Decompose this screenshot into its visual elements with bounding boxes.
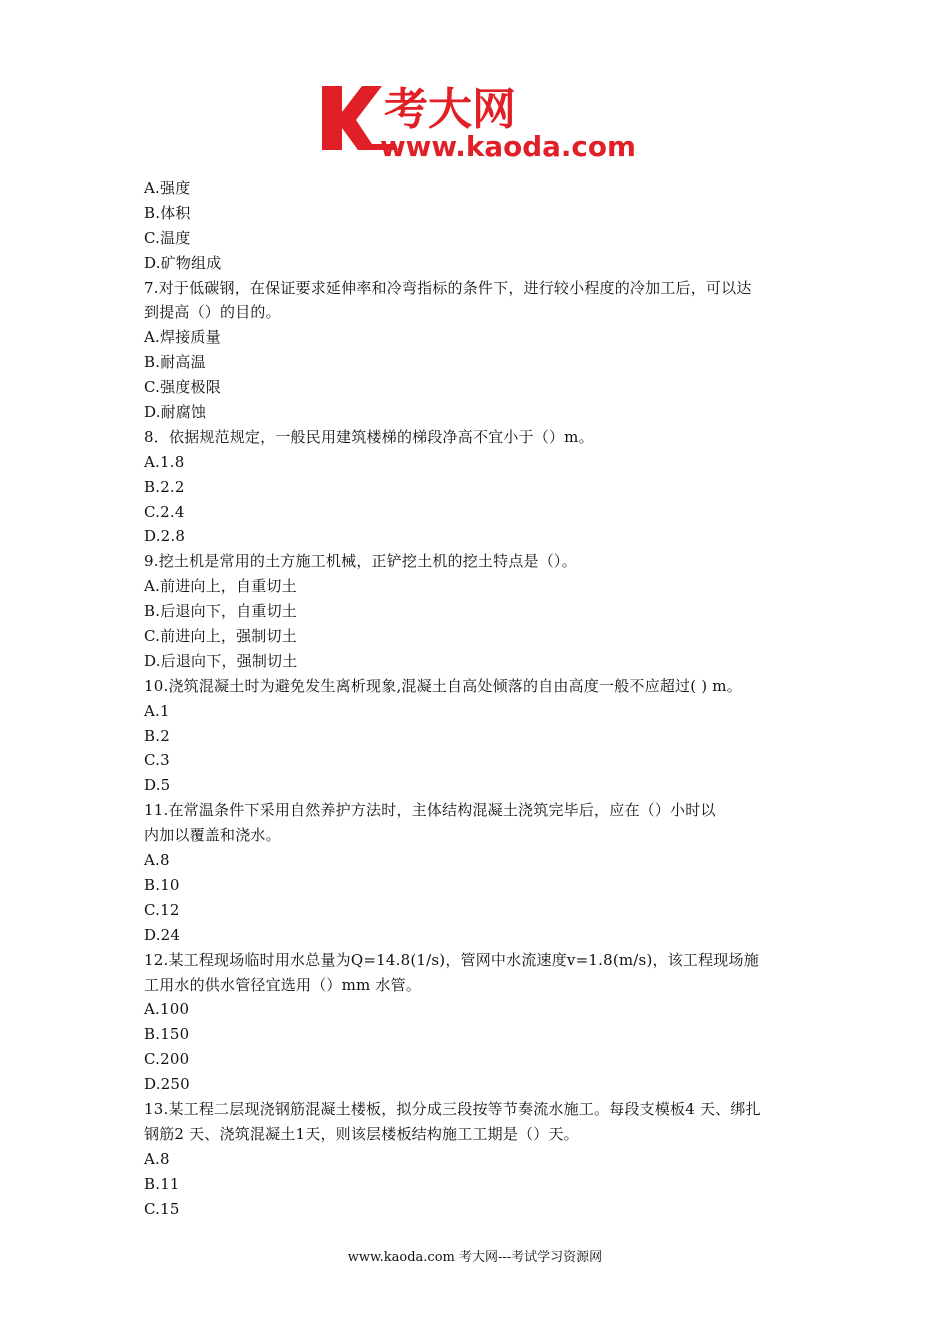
page-footer: www.kaoda.com 考大网---考试学习资源网 — [347, 1250, 603, 1265]
text-line: D.2.8 — [144, 527, 186, 546]
text-line: D.5 — [144, 776, 171, 795]
text-line: D.后退向下，强制切土 — [144, 651, 298, 670]
kaoda-logo-graphic — [318, 78, 640, 160]
text-line: A.焊接质量 — [144, 328, 221, 347]
text-line: 9.挖土机是常用的土方施工机械，正铲挖土机的挖土特点是（）。 — [144, 552, 577, 571]
logo-brand-url: www.kaoda.com — [380, 130, 636, 160]
text-line: C.15 — [144, 1199, 180, 1218]
document-body — [144, 176, 824, 1221]
text-line: D.24 — [144, 925, 181, 944]
text-line: 11.在常温条件下采用自然养护方法时，主体结构混凝土浇筑完毕后，应在（）小时以 — [144, 801, 716, 820]
logo-brand-cn: 考大网 — [384, 84, 516, 135]
text-line: B.体积 — [144, 203, 191, 222]
text-line: C.3 — [144, 751, 170, 770]
text-line: B.2.2 — [144, 477, 185, 496]
text-line: B.后退向下，自重切土 — [144, 602, 297, 621]
text-line: C.12 — [144, 900, 180, 919]
text-line: 7.对于低碳钢，在保证要求延伸率和冷弯指标的条件下，进行较小程度的冷加工后，可以达 — [144, 278, 752, 297]
text-line: 13.某工程二层现浇钢筋混凝土楼板，拟分成三段按等节奏流水施工。每段支模板4 天、绑扎 — [144, 1099, 761, 1118]
text-line: 钢筋2 天、浇筑混凝土1天，则该层楼板结构施工工期是（）天。 — [144, 1124, 579, 1143]
text-line: A.8 — [144, 1149, 170, 1168]
text-line: B.150 — [144, 1025, 190, 1044]
text-line: C.温度 — [144, 228, 191, 247]
text-line: A.100 — [144, 1000, 190, 1019]
text-line: A.强度 — [144, 179, 191, 197]
text-line: B.2 — [144, 726, 170, 745]
text-line: B.耐高温 — [144, 353, 206, 372]
text-line: 工用水的供水管径宜选用（）mm 水管。 — [144, 975, 422, 994]
text-line: 8．依据规范规定，一般民用建筑楼梯的梯段净高不宜小于（）m。 — [144, 427, 594, 446]
text-line: B.11 — [144, 1174, 180, 1193]
text-line: C.2.4 — [144, 502, 185, 521]
text-line: A.8 — [144, 851, 170, 870]
text-line: 内加以覆盖和浇水。 — [144, 826, 281, 845]
text-line: D.矿物组成 — [144, 253, 222, 272]
text-line: A.前进向上，自重切土 — [144, 577, 297, 596]
text-line: D.耐腐蚀 — [144, 403, 207, 422]
text-line: D.250 — [144, 1075, 190, 1094]
text-line: C.前进向上，强制切土 — [144, 627, 297, 646]
text-line: 10.浇筑混凝土时为避免发生离析现象,混凝土自高处倾落的自由高度一般不应超过( ) m。 — [144, 676, 742, 695]
text-line: A.1 — [144, 701, 170, 720]
text-line: 12.某工程现场临时用水总量为Q=14.8(1/s)，管网中水流速度v=1.8(m/s)，该工程现场施 — [144, 950, 759, 969]
text-line: C.200 — [144, 1050, 190, 1069]
kaoda-logo — [318, 78, 640, 160]
text-line: 到提高（）的目的。 — [144, 303, 281, 322]
text-line: C.强度极限 — [144, 378, 221, 397]
text-line: B.10 — [144, 875, 180, 894]
text-line: A.1.8 — [144, 452, 185, 471]
